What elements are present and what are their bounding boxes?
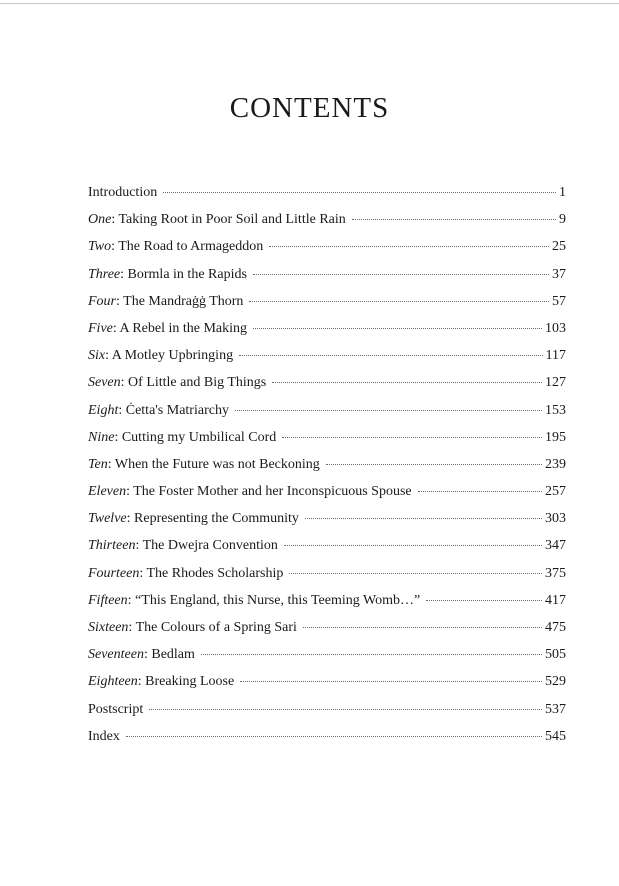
chapter-separator: : <box>112 320 120 336</box>
toc-entry-title <box>88 509 299 529</box>
page-number: 25 <box>552 239 566 255</box>
chapter-title: When the Future was not Beckoning <box>114 456 320 472</box>
page-number: 195 <box>545 429 566 445</box>
toc-entry-title <box>88 591 420 611</box>
toc-entry-title <box>88 401 229 421</box>
dot-leader <box>253 274 549 275</box>
chapter-number: Eight <box>88 402 119 418</box>
chapter-title: “This England, this Nurse, this Teeming Womb…” <box>135 592 421 608</box>
dot-leader <box>426 600 542 601</box>
chapter-title: Of Little and Big Things <box>128 375 267 391</box>
dot-leader <box>282 437 542 438</box>
chapter-title: Representing the Community <box>134 511 299 527</box>
chapter-number: Twelve <box>88 511 127 527</box>
chapter-separator: : <box>126 484 134 500</box>
chapter-number: Nine <box>88 429 115 445</box>
chapter-separator: : <box>126 511 135 527</box>
table-of-contents <box>88 183 566 754</box>
dot-leader <box>149 709 542 710</box>
toc-entry-title <box>88 482 412 502</box>
toc-entry-title <box>88 373 266 393</box>
dot-leader <box>235 410 542 411</box>
chapter-title: Index <box>88 728 120 744</box>
chapter-title: The Rhodes Scholarship <box>146 565 284 581</box>
chapter-separator: : <box>111 212 119 228</box>
toc-entry[interactable] <box>88 591 566 618</box>
chapter-separator: : <box>127 592 136 608</box>
page-number: 475 <box>545 620 566 635</box>
chapter-title: The Mandraġġ Thorn <box>123 293 244 309</box>
chapter-title: Ċetta's Matriarchy <box>125 402 229 418</box>
toc-entry[interactable] <box>88 401 566 428</box>
toc-entry-title <box>88 727 120 747</box>
toc-entry[interactable] <box>88 346 566 373</box>
toc-entry-title <box>88 618 297 638</box>
toc-entry-title <box>88 672 234 692</box>
chapter-separator: : <box>139 565 147 581</box>
dot-leader <box>201 654 542 655</box>
dot-leader <box>239 355 542 356</box>
toc-entry[interactable] <box>88 618 566 645</box>
toc-entry-title <box>88 536 278 556</box>
dot-leader <box>253 328 542 329</box>
chapter-title: The Foster Mother and her Inconspicuous Spouse <box>133 484 412 500</box>
chapter-title: Introduction <box>88 185 158 200</box>
chapter-title: Cutting my Umbilical Cord <box>121 429 277 445</box>
page-number: 9 <box>559 212 566 228</box>
dot-leader <box>126 736 542 737</box>
toc-entry-title <box>88 645 195 665</box>
toc-entry[interactable] <box>88 482 566 509</box>
chapter-number: Two <box>88 239 112 255</box>
chapter-separator: : <box>105 348 112 364</box>
chapter-title: The Road to Armageddon <box>118 239 264 255</box>
toc-entry[interactable] <box>88 237 566 264</box>
chapter-separator: : <box>120 266 128 282</box>
dot-leader <box>269 246 549 247</box>
chapter-title: Postscript <box>88 701 144 717</box>
page-number: 545 <box>545 728 566 744</box>
chapter-separator: : <box>120 375 129 391</box>
dot-leader <box>326 464 542 465</box>
chapter-title: A Rebel in the Making <box>119 320 248 336</box>
chapter-separator: : <box>107 456 115 472</box>
chapter-number: Three <box>88 266 121 282</box>
page-title: CONTENTS <box>229 92 390 124</box>
toc-entry[interactable] <box>88 210 566 237</box>
chapter-separator: : <box>114 429 122 445</box>
chapter-number: One <box>88 212 112 228</box>
dot-leader <box>289 573 542 574</box>
chapter-title: A Motley Upbringing <box>111 348 234 364</box>
dot-leader <box>272 382 542 383</box>
chapter-title: Breaking Loose <box>145 674 235 690</box>
chapter-separator: : <box>137 674 146 690</box>
dot-leader <box>352 219 556 220</box>
page-number: 127 <box>545 375 566 391</box>
chapter-number: Seven <box>88 375 121 391</box>
chapter-title: The Colours of a Spring Sari <box>135 620 297 635</box>
page-number: 417 <box>545 592 566 608</box>
toc-entry[interactable] <box>88 700 566 727</box>
toc-entry[interactable] <box>88 509 566 536</box>
page-number: 537 <box>545 701 566 717</box>
toc-entry[interactable] <box>88 183 566 210</box>
chapter-number: Fifteen <box>88 592 128 608</box>
toc-entry[interactable] <box>88 672 566 699</box>
toc-entry-title <box>88 700 143 720</box>
toc-entry[interactable] <box>88 428 566 455</box>
chapter-number: Seventeen <box>88 647 144 663</box>
chapter-separator: : <box>143 647 152 663</box>
dot-leader <box>303 627 542 628</box>
chapter-title: The Dwejra Convention <box>142 538 278 554</box>
page-number: 57 <box>552 293 566 309</box>
toc-entry-title <box>88 564 283 584</box>
chapter-number: Four <box>88 293 116 309</box>
page-number: 529 <box>545 674 566 690</box>
toc-entry[interactable] <box>88 265 566 292</box>
toc-entry-title <box>88 237 263 257</box>
dot-leader <box>163 192 556 193</box>
page-number: 239 <box>545 456 566 472</box>
page-number: 303 <box>545 511 566 527</box>
toc-entry-title <box>88 210 346 230</box>
chapter-separator: : <box>118 402 126 418</box>
page-number: 375 <box>545 565 566 581</box>
toc-entry[interactable] <box>88 455 566 482</box>
toc-entry-title <box>88 265 247 285</box>
chapter-number: Sixteen <box>88 620 129 635</box>
chapter-number: Thirteen <box>88 538 136 554</box>
chapter-number: Ten <box>88 456 108 472</box>
chapter-number: Six <box>88 348 106 364</box>
page-number: 257 <box>545 484 566 500</box>
page-number: 117 <box>545 348 566 364</box>
toc-entry[interactable] <box>88 373 566 400</box>
chapter-title: Bedlam <box>151 647 195 663</box>
page-number: 153 <box>545 402 566 418</box>
toc-entry-title <box>88 292 243 312</box>
chapter-separator: : <box>128 620 136 635</box>
page-number: 1 <box>559 185 566 200</box>
toc-entry[interactable] <box>88 292 566 319</box>
chapter-number: Fourteen <box>88 565 140 581</box>
dot-leader <box>284 545 542 546</box>
page-number: 347 <box>545 538 566 554</box>
toc-entry[interactable] <box>88 727 566 754</box>
toc-entry[interactable] <box>88 536 566 563</box>
chapter-separator: : <box>116 293 124 309</box>
page-number: 505 <box>545 647 566 663</box>
dot-leader <box>418 491 542 492</box>
dot-leader <box>240 681 542 682</box>
top-border <box>0 3 619 4</box>
page-number: 103 <box>545 320 566 336</box>
toc-entry-title <box>88 428 276 448</box>
page-number: 37 <box>552 266 566 282</box>
chapter-title: Taking Root in Poor Soil and Little Rain <box>118 212 346 228</box>
toc-entry-title <box>88 319 247 339</box>
toc-entry-title <box>88 455 320 475</box>
toc-entry[interactable] <box>88 319 566 346</box>
toc-entry[interactable] <box>88 645 566 672</box>
dot-leader <box>305 518 542 519</box>
toc-entry-title <box>88 346 233 366</box>
chapter-separator: : <box>135 538 143 554</box>
toc-entry[interactable] <box>88 564 566 591</box>
dot-leader <box>249 301 549 302</box>
chapter-number: Eleven <box>88 484 127 500</box>
chapter-title: Bormla in the Rapids <box>127 266 247 282</box>
chapter-number: Five <box>88 320 113 336</box>
chapter-number: Eighteen <box>88 674 138 690</box>
chapter-separator: : <box>111 239 119 255</box>
toc-entry-title <box>88 183 157 203</box>
